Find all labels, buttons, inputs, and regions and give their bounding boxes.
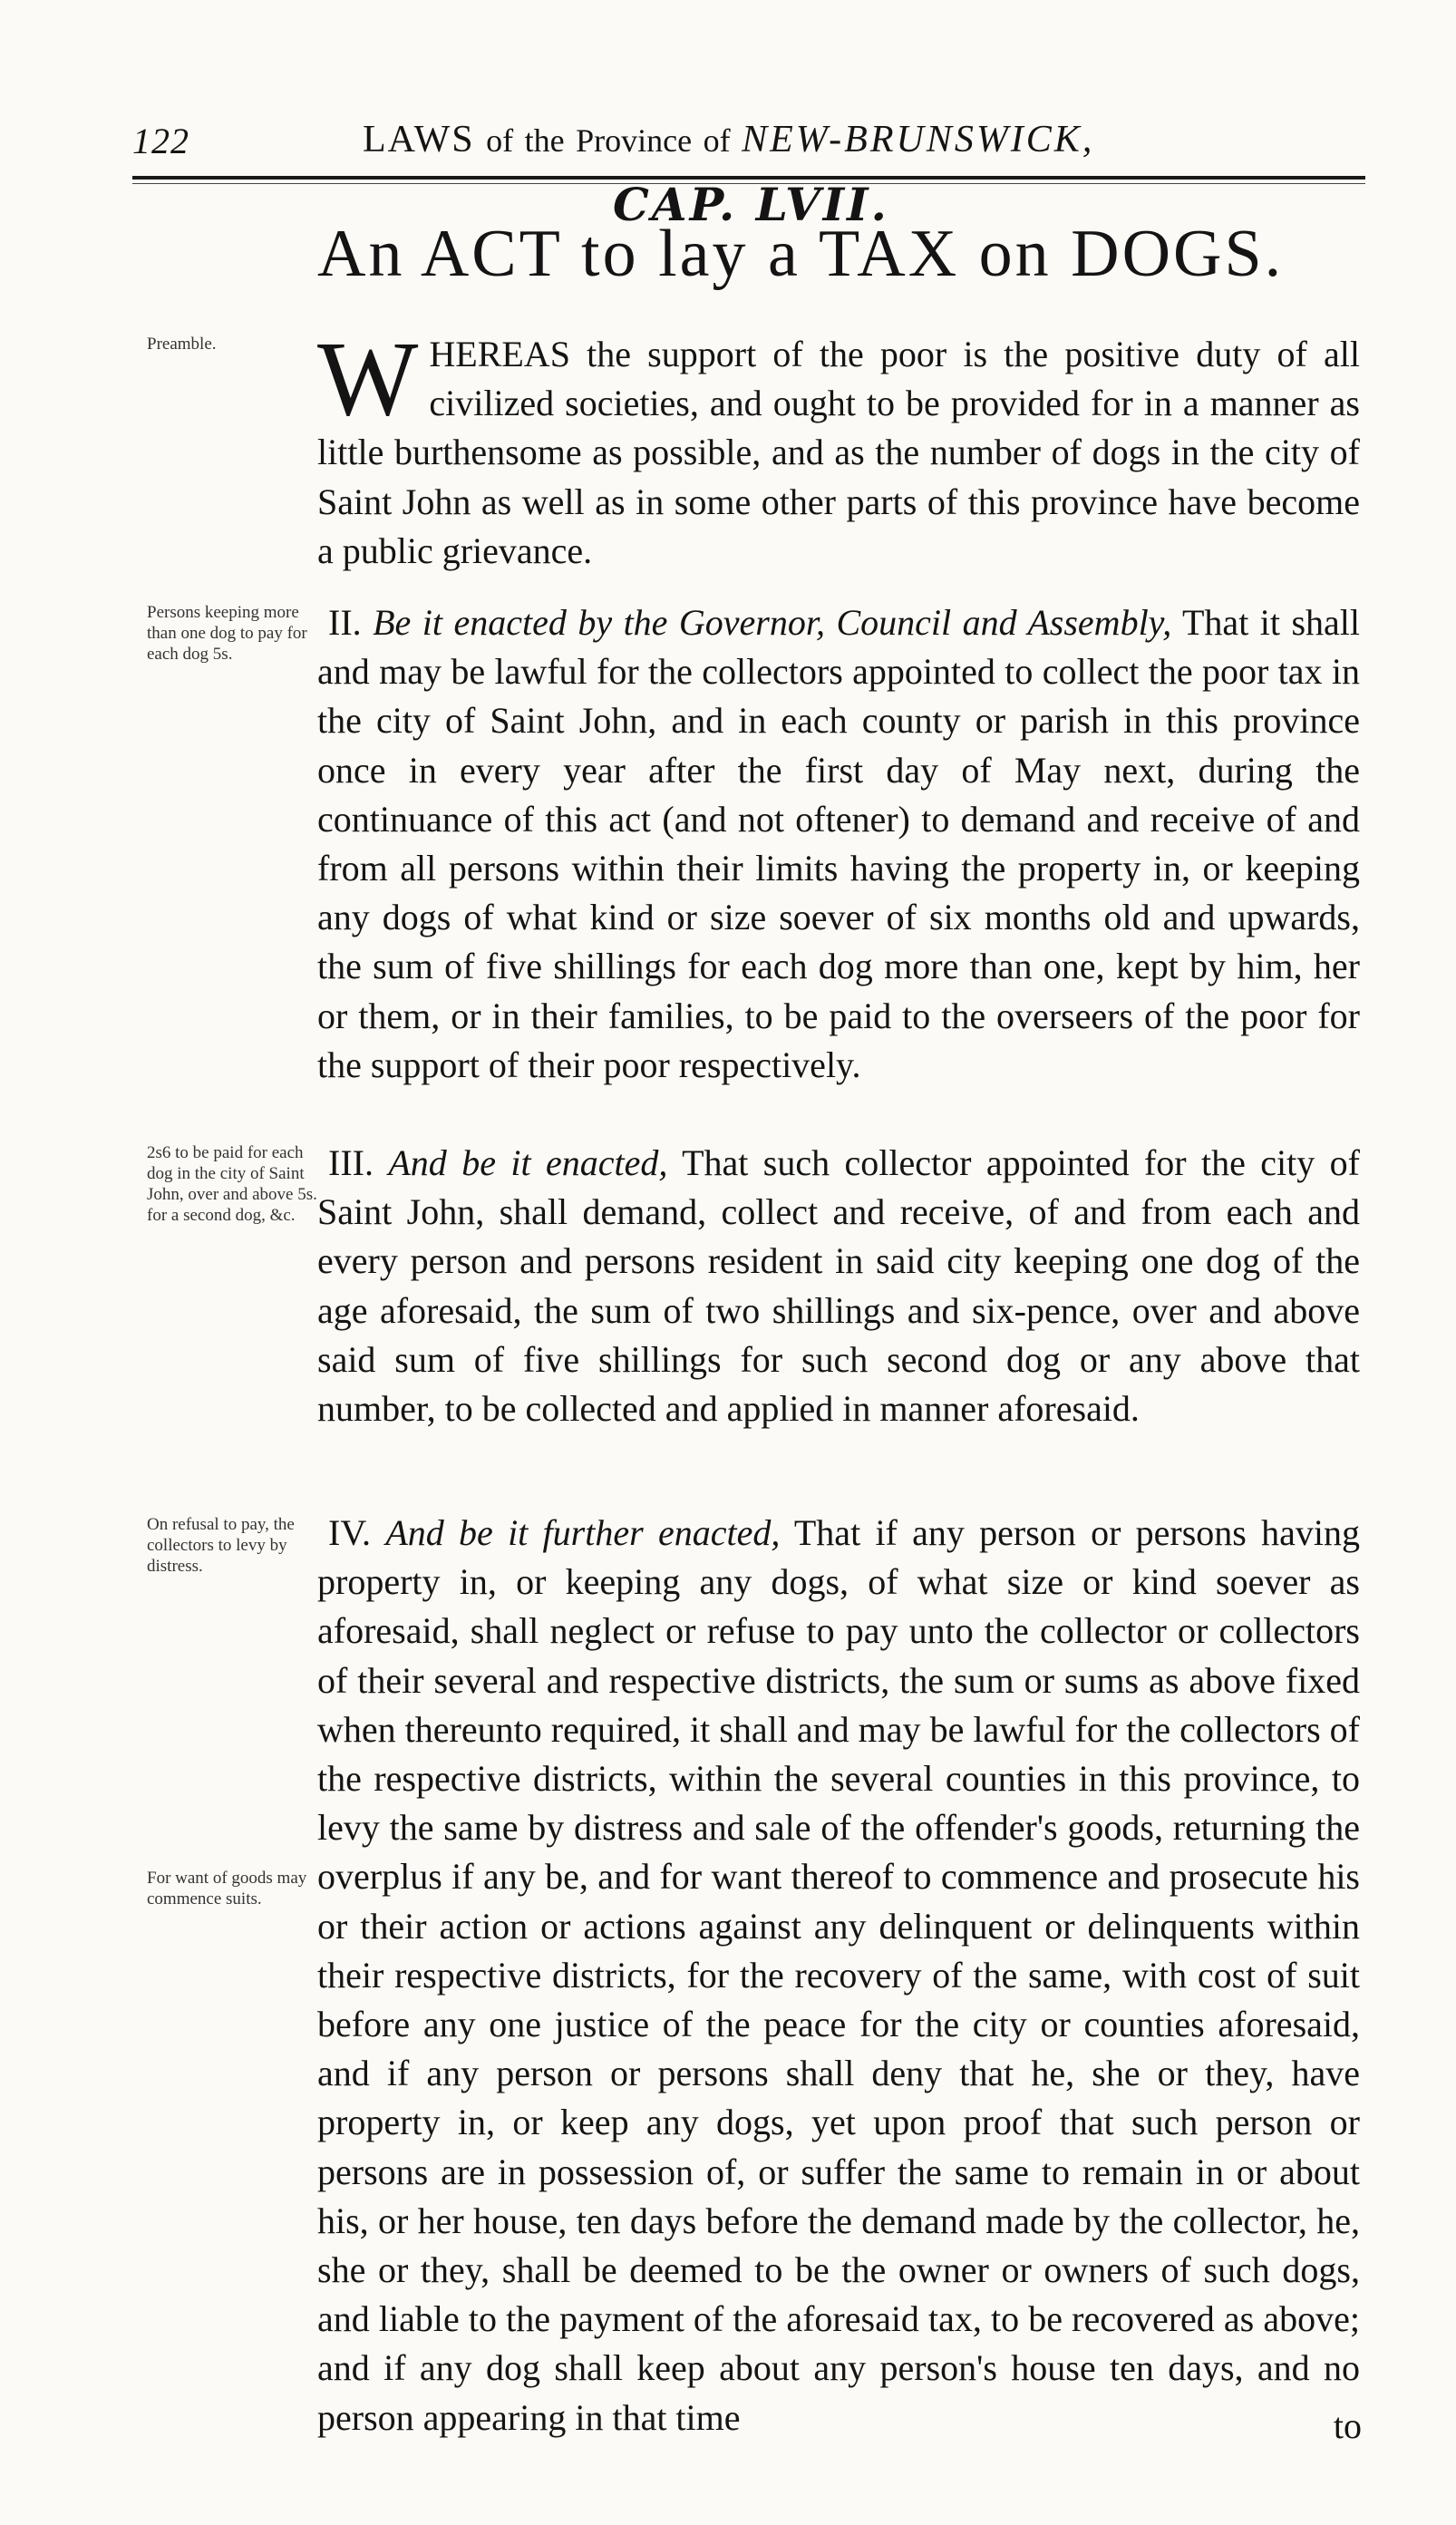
section-2-enacting-clause: Be it enacted by the Governor, Council and Assembly, — [373, 602, 1172, 643]
running-title-the: the — [524, 122, 565, 159]
section-2-text: That it shall and may be lawful for the collectors appointed to collect the poor tax in the city of Saint John, and in each county or parish in this province once in every year after the first day of May next, during the continuance of this act (and not oftener) to demand and receive of and from all persons within their limits having the property in, or keeping any dogs of what kind or size soever of six months old and upwards, the sum of five shillings for each dog more than one, kept by him, her or them, or in their families, to be paid to the overseers of the poor for the support of their poor respectively. — [317, 602, 1361, 1085]
running-title-of2: of — [703, 122, 731, 159]
running-title-place: NEW-BRUNSWICK, — [742, 119, 1095, 160]
section-3-number: III. — [328, 1142, 374, 1183]
margin-note-section-3: 2s6 to be paid for each dog in the city of Saint John, over and above 5s. for a second dog, &c. — [147, 1143, 317, 1225]
margin-note-section-4-suits: For want of goods may commence suits. — [147, 1869, 307, 1908]
chapter-heading: CAP. LVII. — [613, 178, 889, 231]
act-title: An ACT to lay a TAX on DOGS. — [317, 217, 1285, 291]
section-3-paragraph — [317, 1139, 1360, 1433]
margin-note-section-2: Persons keeping more than one dog to pay for each dog 5s. — [147, 603, 307, 664]
running-title-laws: LAWS — [363, 119, 475, 160]
running-title — [363, 118, 1094, 161]
catchword: to — [1333, 2405, 1362, 2446]
section-4-enacting-clause: And be it further enacted, — [385, 1512, 781, 1553]
section-3-enacting-clause: And be it enacted, — [388, 1142, 668, 1183]
preamble-text: HEREAS the support of the poor is the positive duty of all civilized societies, and ought to be provided for in a manner as little burthensome as possible, and as the number of dogs in the city of Saint John as well as in some other parts of this province have become a public grievance. — [317, 334, 1360, 571]
page-number: 122 — [132, 121, 189, 161]
section-4-paragraph — [317, 1509, 1360, 2442]
margin-note-section-4: On refusal to pay, the collectors to levy by distress. — [147, 1515, 295, 1576]
running-head — [132, 116, 1365, 170]
running-title-province: Province — [576, 122, 693, 159]
running-title-of: of — [486, 122, 514, 159]
drop-cap: W — [317, 319, 419, 438]
margin-note-preamble: Preamble. — [147, 335, 217, 354]
section-4-number: IV. — [328, 1512, 372, 1553]
section-2-paragraph — [317, 598, 1360, 1090]
section-2-number: II. — [328, 602, 362, 643]
preamble-paragraph — [317, 319, 1360, 576]
section-3-text: That such collector appointed for the city of Saint John, shall demand, collect and receive, of and from each and every person and persons resident in said city keeping one dog of the age aforesaid, the sum of two shillings and six-pence, over and above said sum of five shillings for such second dog or any above that number, to be collected and applied in manner aforesaid. — [317, 1142, 1360, 1430]
section-4-text: That if any person or persons having property in, or keeping any dogs, of what size or kind soever as aforesaid, shall neglect or refuse to pay unto the collector or collectors of their several and respective districts, the sum or sums as above fixed when thereunto required, it shall and may be lawful for the collectors of the respective districts, within the several counties in this province, to levy the same by distress and sale of the offender's goods, returning the overplus if any be, and for want thereof to commence and prosecute his or their action or actions against any delinquent or delinquents within their respective districts, for the recovery of the same, with cost of suit before any one justice of the peace for the city or counties aforesaid, and if any person or persons shall deny that he, she or they, have property in, or keep any dogs, yet upon proof that such person or persons are in possession of, or suffer the same to remain in or about his, or her house, ten days before the demand made by the collector, he, she or they, shall be deemed to be the owner or owners of such dogs, and liable to the payment of the aforesaid tax, to be recovered as above; and if any dog shall keep about any person's house ten days, and no person appearing in that time — [317, 1512, 1361, 2438]
